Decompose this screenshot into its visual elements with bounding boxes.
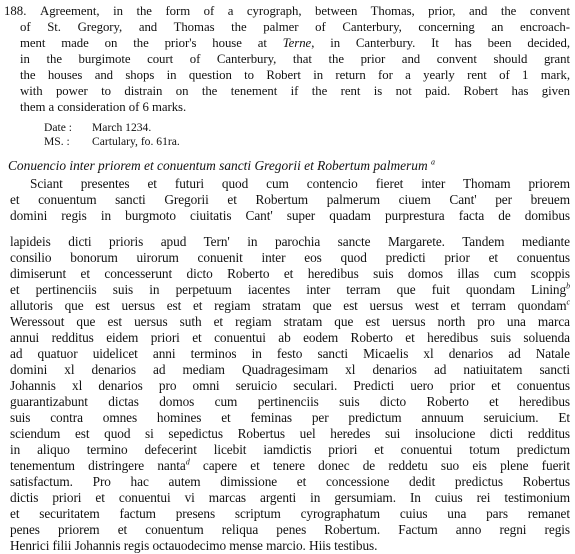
entry-number: 188. bbox=[4, 4, 27, 18]
summary-line: in the burgimote court of Canterbury, that the prior and convent should grant bbox=[20, 52, 570, 66]
text-line: annui redditus eidem priori et conuentui ab eodem Roberto et heredibus suis soluenda bbox=[10, 330, 570, 345]
title-text: Conuencio inter priorem et conuentum sancti Gregorii et Robertum palmerum bbox=[8, 158, 428, 173]
text-line: dictis priori et conuentui vi marcas argenti in gersumiam. In cuius rei testimonium bbox=[10, 490, 570, 505]
text-line: ad quatuor uidelicet anni terminos in festo sancti Micaelis xl denarios ad Natale bbox=[10, 346, 570, 361]
summary-line: of St. Gregory, and Thomas the palmer of Canterbury, concerning an encroach- bbox=[20, 20, 570, 34]
summary-segment: , in Canterbury. It has been decided, bbox=[311, 36, 570, 50]
text-line: sciendum est quod si sepedictus Robertus uel heredes sui insolucione dicti redditus bbox=[10, 426, 570, 441]
summary-line: them a consideration of 6 marks. bbox=[20, 100, 187, 114]
text-line bbox=[10, 458, 570, 474]
text-segment: et pertinenciis suis in perpetuum iacentes inter terram que fuit quondam Lining bbox=[10, 282, 567, 297]
text-line: lapideis dicti prioris apud Tern' in parochia sancte Margarete. Tandem mediante bbox=[10, 234, 570, 249]
text-segment: capere et tenere donec de reddetu suo eis plene fuerit bbox=[202, 458, 571, 473]
ms-value: Cartulary, fo. 61ra. bbox=[92, 135, 180, 148]
text-line: in aliquo termino defecerint licebit iamdictis priori et conuentui totum predictum bbox=[10, 442, 570, 457]
text-line: Johannis xl denarios pro omni seruicio seculari. Predicti uero prior et conuentus bbox=[10, 378, 570, 393]
text-line: consilio bonorum uirorum conuenit inter eos quod predicti prior et conuentus bbox=[10, 250, 570, 265]
ms-line bbox=[44, 135, 180, 149]
footnote-marker-a: a bbox=[431, 157, 435, 167]
text-line: dimiserunt et concesserunt dicto Roberto et heredibus suis domos illas cum scoppis bbox=[10, 266, 570, 281]
summary-line: Agreement, in the form of a cyrograph, between Thomas, prior, and the convent bbox=[40, 4, 570, 18]
text-line: et conuentum sancti Gregorii et Robertum palmerum ciuem Cant' per breuem bbox=[10, 192, 570, 207]
summary-line bbox=[20, 35, 570, 51]
text-line: Henrici filii Johannis regis octauodecimo mense marcio. Hiis testibus. bbox=[10, 538, 378, 553]
summary-line: with power to distrain on the tenement if the rent is not paid. Robert has given bbox=[20, 84, 570, 98]
summary-place: Terne bbox=[282, 36, 312, 50]
summary-line: the houses and shops in question to Robert in return for a yearly rent of 1 mark, bbox=[20, 68, 570, 82]
footnote-marker-d: d bbox=[185, 457, 190, 467]
text-line bbox=[10, 298, 570, 314]
text-line: satisfactum. Pro hac autem dimissione et concessione dedit predictus Robertus bbox=[10, 474, 570, 489]
text-segment: allutoris que est uersus est et regiam stratam que est uersus west et terram quondam bbox=[10, 298, 567, 313]
text-segment: tenementum distringere nanta bbox=[10, 458, 186, 473]
text-line: penes priorem et conuentum reliqua penes Robertum. Factum anno regni regis bbox=[10, 522, 570, 537]
date-label: Date : bbox=[44, 121, 73, 134]
date-line bbox=[44, 121, 151, 135]
text-line: et securitatem factum presens scriptum cyrographatum cuius una pars remanet bbox=[10, 506, 570, 521]
text-line: guarantizabunt dictas domos cum pertinenciis suis dicto Roberto et heredibus bbox=[10, 394, 570, 409]
text-line: domini regis in burgmoto ciuitatis Cant' super quadam purprestura facta de domibus bbox=[10, 208, 570, 223]
date-value: March 1234. bbox=[92, 121, 152, 134]
footnote-marker-b: b bbox=[566, 281, 570, 291]
text-line bbox=[10, 282, 570, 298]
ms-label: MS. : bbox=[44, 135, 70, 148]
text-line: suis contra omnes homines et feminas per predictum annuum seruicium. Et bbox=[10, 410, 570, 425]
text-line: domini xl denarios ad mediam Quadragesimam xl denarios ad natiuitatem sancti bbox=[10, 362, 570, 377]
summary-segment: ment made on the prior's house at bbox=[20, 36, 283, 50]
footnote-marker-c: c bbox=[566, 297, 570, 307]
text-line: Sciant presentes et futuri quod cum contencio fieret inter Thomam priorem bbox=[30, 176, 570, 191]
document-title bbox=[8, 158, 435, 174]
text-line: Weressout que est uersus suth et regiam stratam que est uersus north pro una marca bbox=[10, 314, 570, 329]
